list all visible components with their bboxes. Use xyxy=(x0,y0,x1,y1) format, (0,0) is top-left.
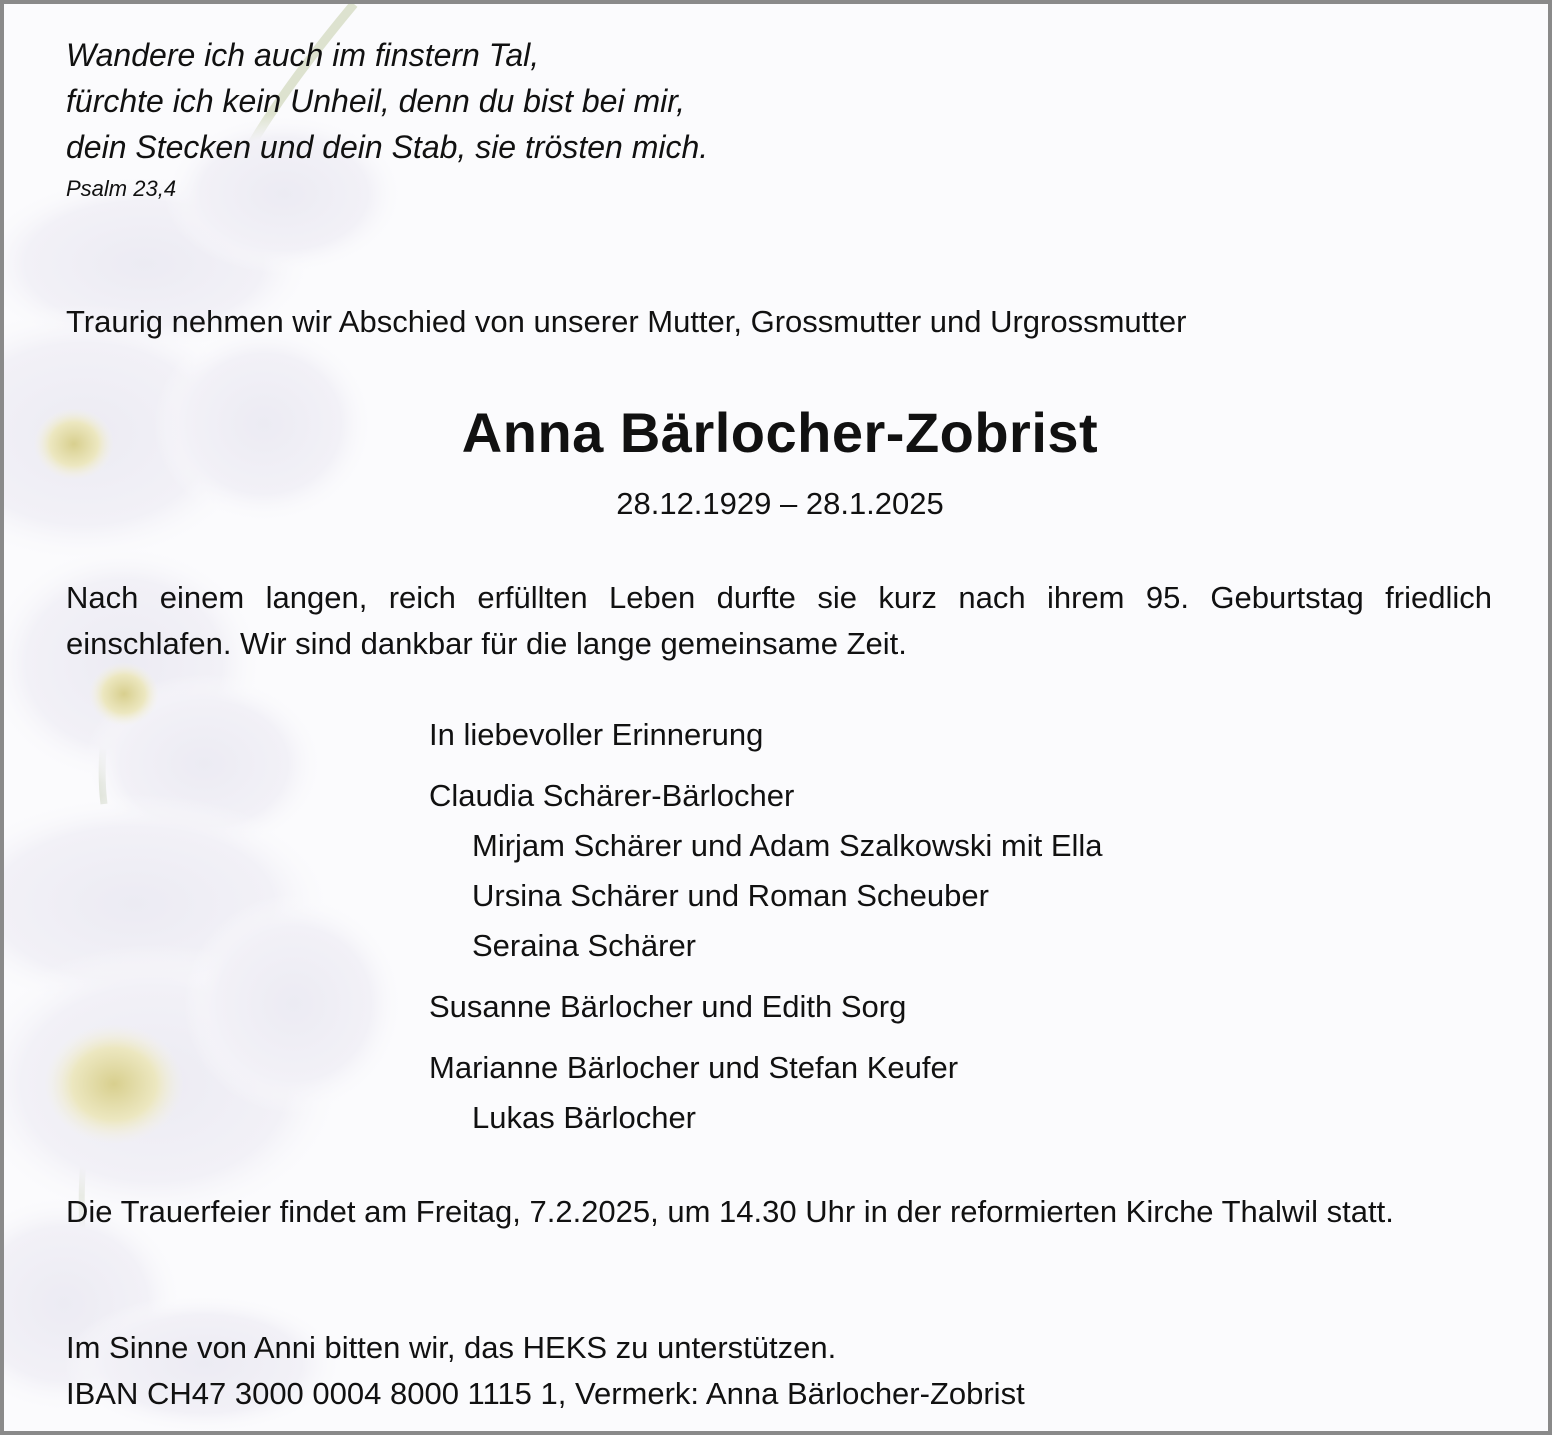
family-member: Seraina Schärer xyxy=(472,928,697,963)
family-member: Lukas Bärlocher xyxy=(472,1100,697,1135)
family-member: Ursina Schärer und Roman Scheuber xyxy=(472,878,989,913)
donation-note xyxy=(66,1325,1025,1417)
funeral-service-info: Die Trauerfeier findet am Freitag, 7.2.2025, um 14.30 Uhr in der reformierten Kirche Thalwil statt. xyxy=(66,1194,1394,1229)
verse-line: fürchte ich kein Unheil, denn du bist bei mir, xyxy=(66,83,685,119)
family-member: Claudia Schärer-Bärlocher xyxy=(429,778,795,813)
family-group xyxy=(429,1043,1103,1143)
family-group xyxy=(429,771,1103,971)
verse-reference: Psalm 23,4 xyxy=(66,176,177,201)
family-group xyxy=(429,982,1103,1032)
family-member: Mirjam Schärer und Adam Szalkowski mit Ella xyxy=(472,828,1103,863)
psalm-verse xyxy=(66,32,708,202)
farewell-intro: Traurig nehmen wir Abschied von unserer Mutter, Grossmutter und Urgrossmutter xyxy=(66,304,1187,339)
donation-request: Im Sinne von Anni bitten wir, das HEKS zu unterstützen. xyxy=(66,1330,837,1365)
family-member: Susanne Bärlocher und Edith Sorg xyxy=(429,989,907,1024)
verse-line: Wandere ich auch im finstern Tal, xyxy=(66,37,540,73)
life-paragraph: Nach einem langen, reich erfüllten Leben durfte sie kurz nach ihrem 95. Geburtstag friedlich einschlafen. Wir sind dankbar für die lange gemeinsame Zeit. xyxy=(66,580,1492,661)
family-member: Marianne Bärlocher und Stefan Keufer xyxy=(429,1050,959,1085)
donation-iban: IBAN CH47 3000 0004 8000 1115 1, Vermerk: Anna Bärlocher-Zobrist xyxy=(66,1376,1025,1411)
memory-heading: In liebevoller Erinnerung xyxy=(429,717,764,752)
verse-line: dein Stecken und dein Stab, sie trösten mich. xyxy=(66,129,709,165)
life-dates: 28.12.1929 – 28.1.2025 xyxy=(616,486,944,521)
family-list xyxy=(429,711,1103,1154)
deceased-name: Anna Bärlocher-Zobrist xyxy=(461,401,1099,464)
